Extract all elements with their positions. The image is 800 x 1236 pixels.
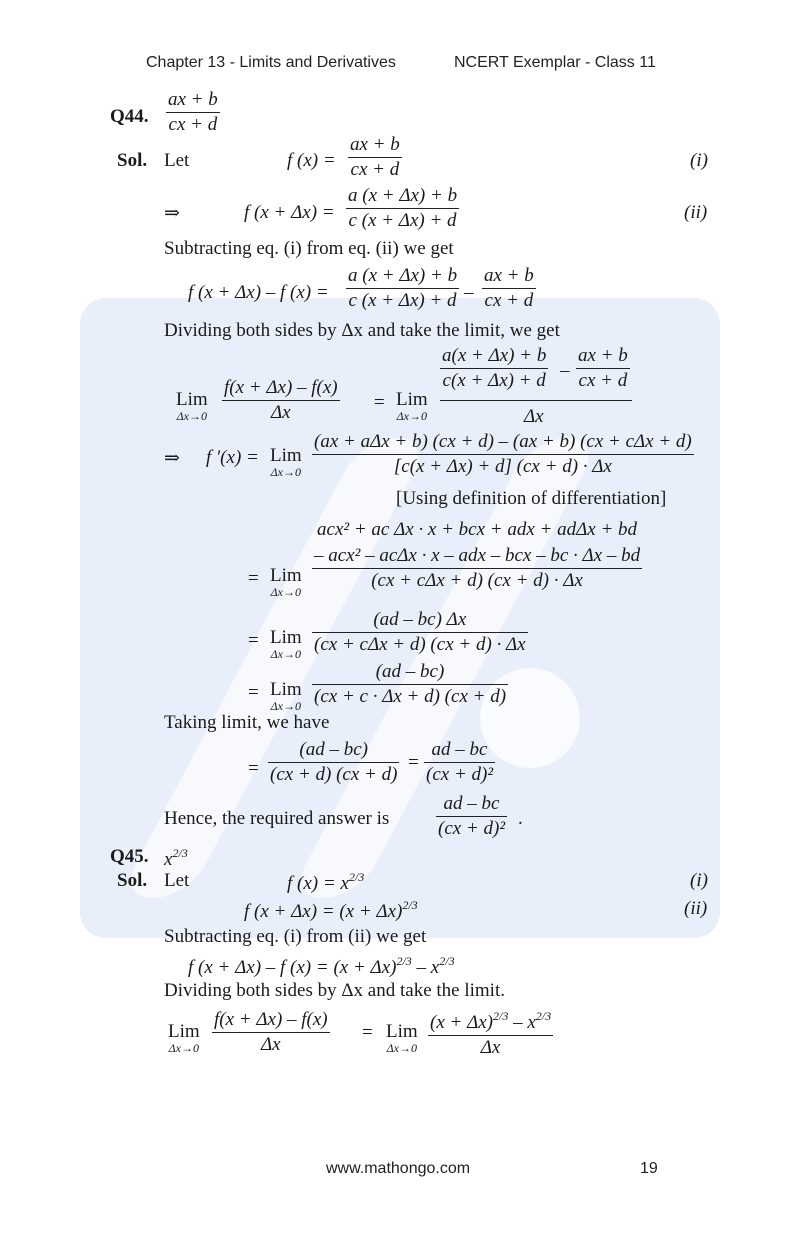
equation-fraction: (ad – bc) (cx + c · Δx + d) (cx + d)	[314, 661, 507, 707]
step-text: Taking limit, we have	[164, 712, 330, 733]
equation-fraction: ad – bc (cx + d)²	[426, 739, 494, 785]
equation-lhs: f (x) =	[287, 150, 336, 171]
equals-sign: =	[374, 392, 385, 413]
equation-fraction: acx² + ac Δx · x + bcx + adx + adΔx + bd – acx² – acΔx · x – adx – bcx – bc · Δx – bd (cx + cΔx + d) (cx + d) · Δx	[314, 519, 641, 591]
question-expression: ax + b cx + d	[168, 89, 218, 135]
question-label: Q45.	[110, 846, 149, 867]
step-text: Subtracting eq. (i) from (ii) we get	[164, 926, 427, 947]
equation-tag: (ii)	[684, 202, 708, 223]
step-text: Subtracting eq. (i) from eq. (ii) we get	[164, 238, 454, 259]
limit-operator: Lim Δx→0	[386, 1021, 418, 1055]
equation-fraction: (ax + aΔx + b) (cx + d) – (ax + b) (cx + cΔx + d) [c(x + Δx) + d] (cx + d) · Δx	[314, 431, 692, 477]
difference-quotient: f(x + Δx) – f(x) Δx	[214, 1009, 328, 1055]
equals-sign: =	[248, 682, 259, 703]
equals-sign: =	[248, 758, 259, 779]
equation: f $(x) = x^{2/3}$	[287, 870, 365, 894]
equals-sign: =	[248, 630, 259, 651]
difference-quotient: f(x + Δx) – f(x) Δx	[224, 377, 338, 423]
equation-lhs: f ′(x) =	[206, 447, 259, 468]
equation-lhs: f (x + Δx) =	[244, 202, 335, 223]
minus-sign: –	[464, 282, 474, 303]
step-text: Dividing both sides by Δx and take the limit.	[164, 980, 505, 1001]
book-title: NCERT Exemplar - Class 11	[454, 54, 656, 71]
equation-fraction: ax + b cx + d	[484, 265, 534, 311]
equation-tag: (i)	[690, 870, 708, 891]
equals-sign: =	[248, 568, 259, 589]
implies-symbol: ⇒	[164, 203, 180, 224]
question-label: Q44.	[110, 106, 149, 127]
equation-tag: (ii)	[684, 898, 708, 919]
page-content: Q44. ax + b cx + d Sol. Let f (x) = ax + b cx + d (i) ⇒ f (x + Δx) = a (x + Δx) + b c (x + Δx) + d (ii) Subtracting eq. (i) from eq. (ii) we get f (x + Δx) – f (x) = a (x + Δx) + b c (x + Δx) + d – ax + b cx + d Dividing both sides by Δx and take the limit, we get Lim Δx→0 f(x + Δx) – f(x) Δx = Lim Δx→0 a(x + Δx) + b c(x + Δx) + d – ax + b cx + d Δx ⇒ f ′(x) = Lim Δx→0 (ax + aΔx + b) (cx + d) – (ax + b) (cx + cΔx + d) [c(x + Δx) + d] (cx + d) · Δx [Using definition of differentiation] = Lim Δx→0 acx² + ac Δx · x + bcx + adx + adΔx + bd – acx² – acΔx · x – adx – bcx – bc · Δx – bd (cx + cΔx + d) (cx + d) · Δx = Lim Δx→0 (ad – bc) Δx (cx + cΔx + d) (cx + d) · Δx = Lim Δx→0 (ad – bc) (cx + c · Δx + d) (cx + d) Taking limit, we have = (ad – bc) (cx + d) (cx + d) = ad – bc (cx + d)² Hence, the required answer is ad – bc (cx + d)² . Q45. $x^{2/3}$ Sol. Let f $(x) = x^{2/3}$ (i) f $(x + \Delta x) = (x + \Delta x)^{2/3}$ (ii) Subtracting eq. (i) from (ii) we get f (x + Δx) – f $(x) = (x + \Delta x)^{2/3} - x^{2/3}$ Dividing both sides by Δx and take the limit. Lim Δx→0 f(x + Δx) – f(x) Δx = Lim Δx→0 $(x + \Delta x)^{2/3} - x^{2/3}$ Δx	[110, 89, 708, 1058]
chapter-title: Chapter 13 - Limits and Derivatives	[146, 54, 396, 71]
solution-label: Sol.	[117, 870, 148, 891]
answer-fraction: ad – bc (cx + d)²	[438, 793, 506, 839]
equation-fraction: $(x + \Delta x)^{2/3} - x^{2/3}$ Δx	[430, 1009, 552, 1058]
equation-fraction: ax + b cx + d	[350, 134, 400, 180]
equals-sign: =	[362, 1022, 373, 1043]
answer-text: Hence, the required answer is	[164, 808, 390, 829]
question-expression: $x^{2/3}$	[164, 846, 188, 870]
equation-fraction: (ad – bc) Δx (cx + cΔx + d) (cx + d) · Δx	[314, 609, 526, 655]
equation-fraction: (ad – bc) (cx + d) (cx + d)	[270, 739, 398, 785]
equation-fraction: a (x + Δx) + b c (x + Δx) + d	[348, 265, 458, 311]
let-text: Let	[164, 870, 190, 891]
limit-operator: Lim Δx→0	[270, 679, 302, 713]
equation: f $(x + \Delta x) = (x + \Delta x)^{2/3}$	[244, 898, 418, 922]
equation-fraction: a (x + Δx) + b c (x + Δx) + d	[348, 185, 458, 231]
limit-operator: Lim Δx→0	[270, 445, 302, 479]
equation-lhs: f (x + Δx) – f (x) =	[188, 282, 329, 303]
annotation-note: [Using definition of differentiation]	[396, 488, 667, 509]
limit-operator: Lim Δx→0	[176, 389, 208, 423]
page-number: 19	[640, 1160, 658, 1177]
website-link[interactable]: www.mathongo.com	[326, 1160, 471, 1177]
let-text: Let	[164, 150, 190, 171]
limit-operator: Lim Δx→0	[396, 389, 428, 423]
solution-label: Sol.	[117, 150, 148, 171]
limit-operator: Lim Δx→0	[270, 627, 302, 661]
equation-tag: (i)	[690, 150, 708, 171]
equation: f (x + Δx) – f $(x) = (x + \Delta x)^{2/3} - x^{2/3}$	[188, 954, 455, 978]
limit-operator: Lim Δx→0	[270, 565, 302, 599]
implies-symbol: ⇒	[164, 448, 180, 469]
equals-sign: =	[408, 752, 419, 773]
limit-operator: Lim Δx→0	[168, 1021, 200, 1055]
step-text: Dividing both sides by Δx and take the limit, we get	[164, 320, 560, 341]
